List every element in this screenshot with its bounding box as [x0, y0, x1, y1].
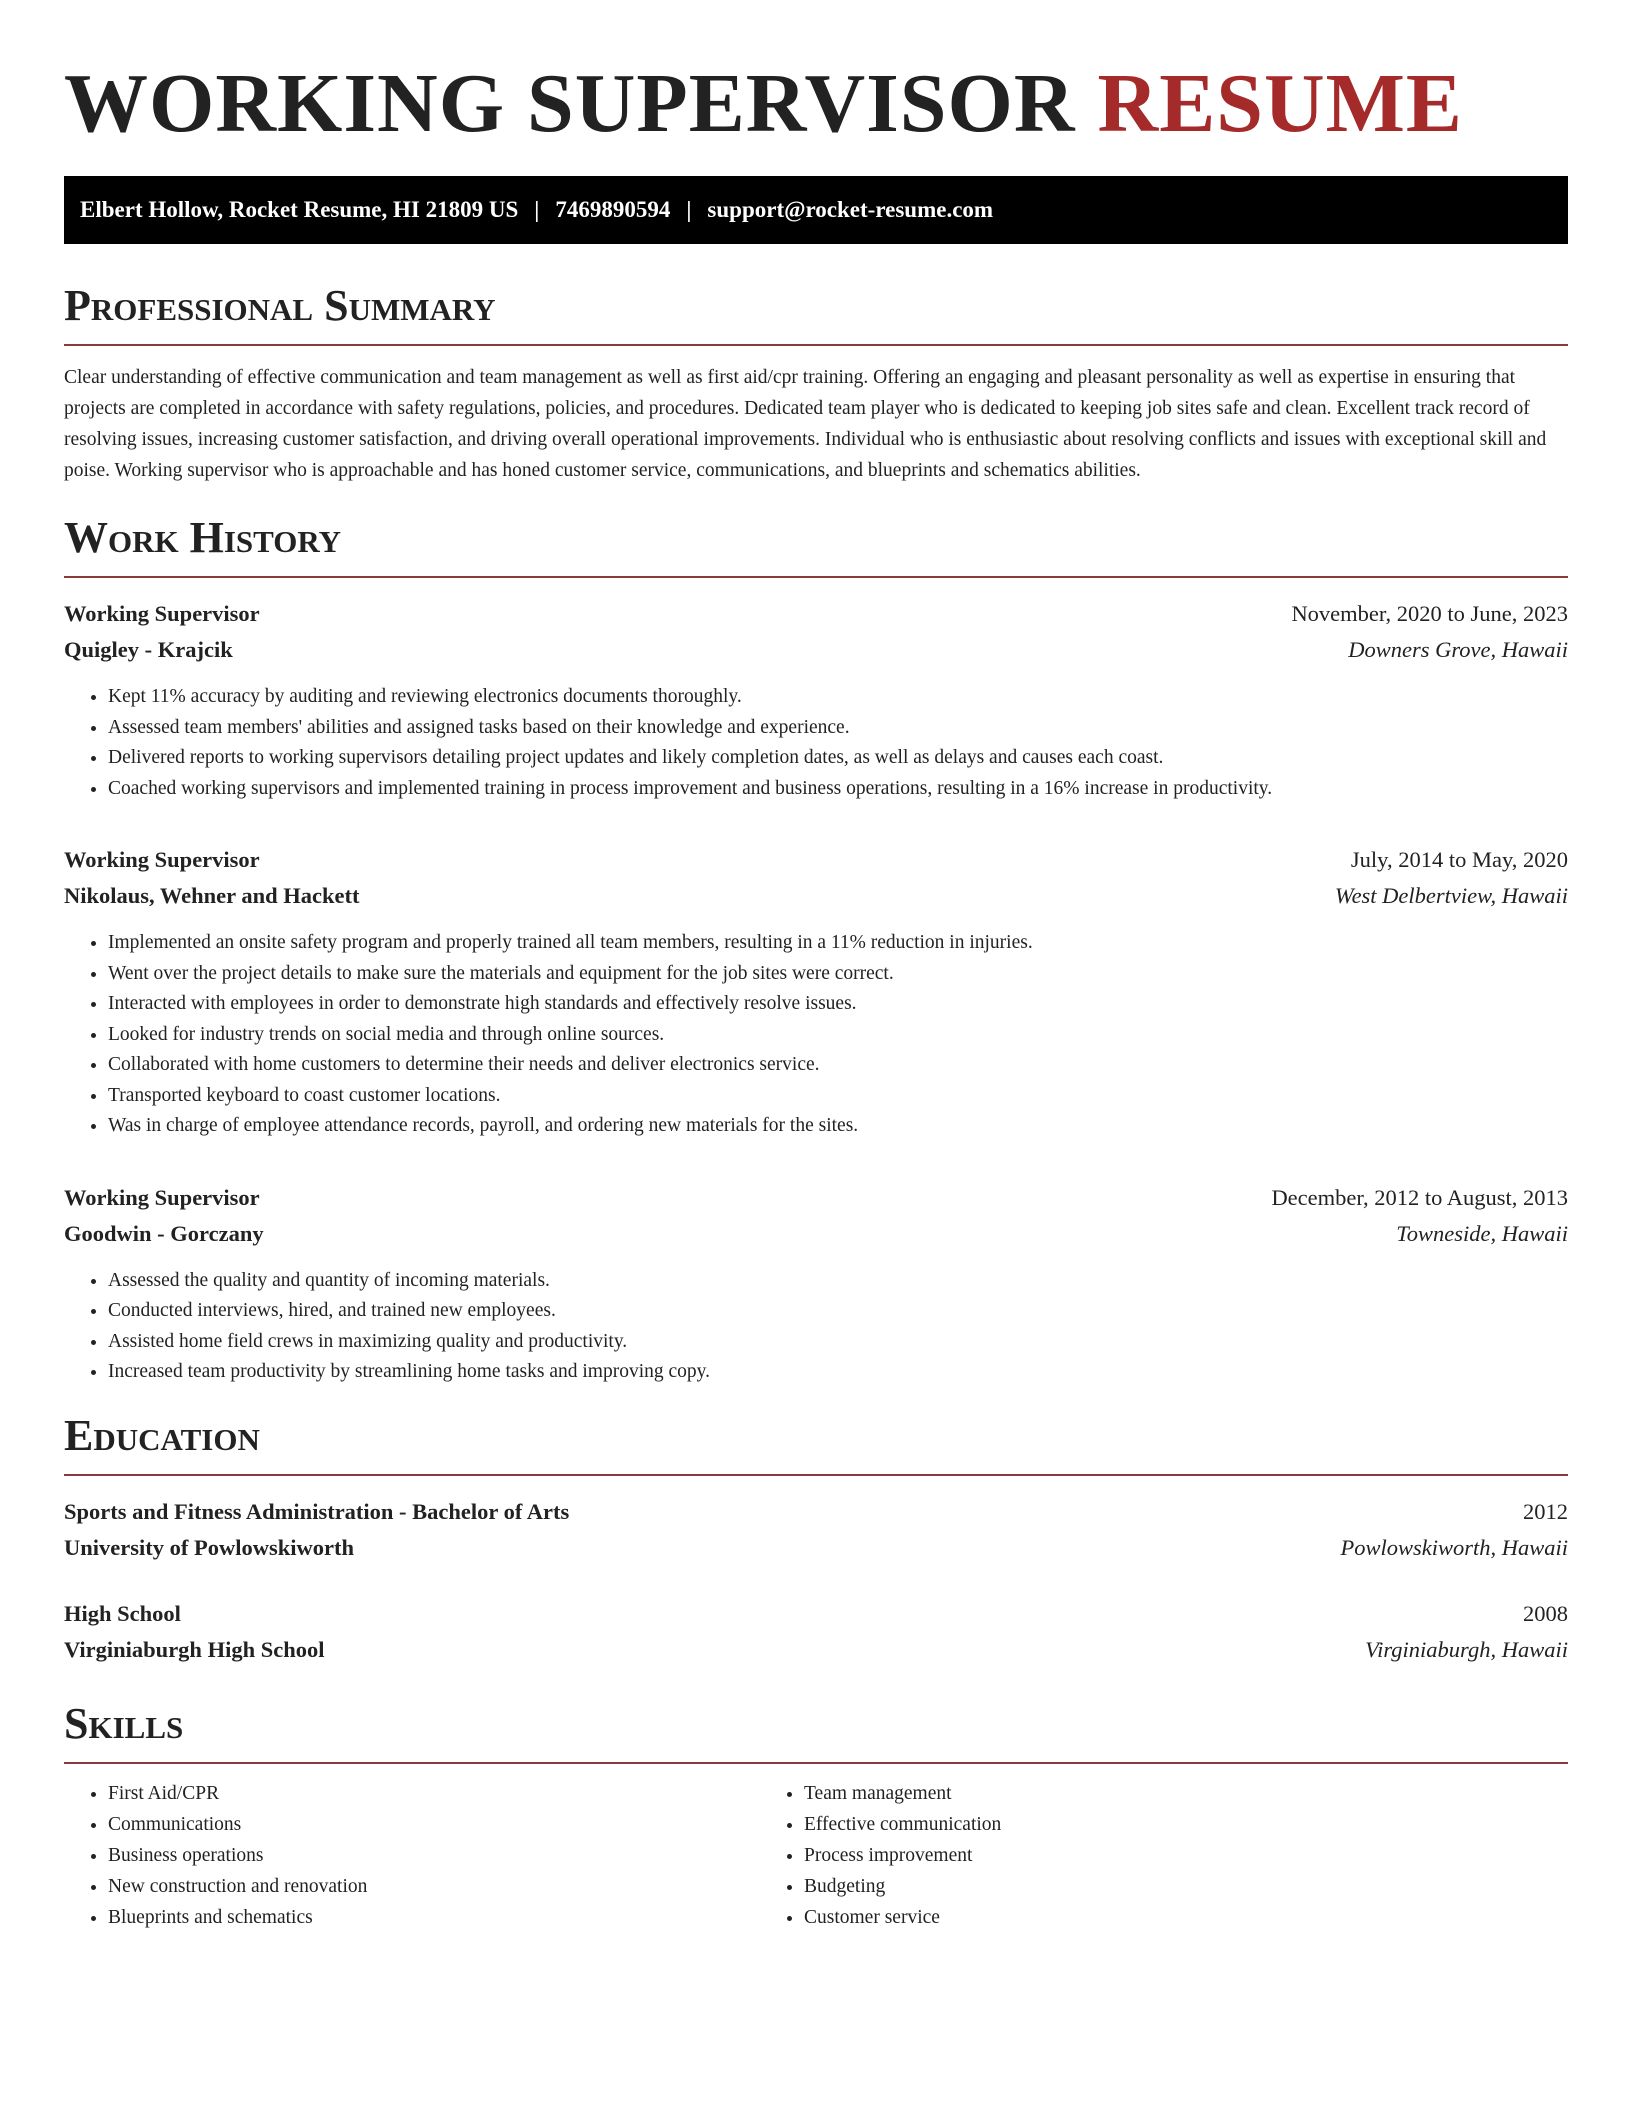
title-accent: RESUME: [1097, 57, 1463, 150]
skill-item: • Process improvement: [804, 1840, 1456, 1871]
education-school-row: [64, 1632, 1568, 1668]
contact-bar: [64, 176, 1568, 244]
job-location: West Delbertview, Hawaii: [1334, 883, 1568, 908]
job-bullet: • Assisted home field crews in maximizing quality and productivity.: [108, 1327, 1568, 1358]
education-degree: Sports and Fitness Administration - Bachelor of Arts: [64, 1498, 570, 1524]
education-year: 2012: [1523, 1498, 1568, 1524]
skills-column-right: [760, 1778, 1456, 1933]
education-header-row: [64, 1494, 1568, 1530]
job-bullet: • Implemented an onsite safety program and properly trained all team members, resulting in a 11% reduction in injuries.: [108, 928, 1568, 959]
education-entry: [64, 1596, 1568, 1668]
education-school: Virginiaburgh High School: [64, 1636, 325, 1662]
section-divider: [64, 576, 1568, 578]
work-history-section: [64, 510, 1568, 1388]
skill-item: • Effective communication: [804, 1809, 1456, 1840]
education-degree: High School: [64, 1600, 181, 1626]
skills-grid: [64, 1778, 1568, 1933]
job-bullet: • Assessed team members' abilities and assigned tasks based on their knowledge and experience.: [108, 713, 1568, 744]
job-bullet: • Kept 11% accuracy by auditing and reviewing electronics documents thoroughly.: [108, 682, 1568, 713]
contact-email: support@rocket-resume.com: [707, 197, 994, 222]
skills-column-left: [64, 1778, 760, 1933]
contact-separator: |: [686, 197, 692, 222]
section-divider: [64, 1474, 1568, 1476]
skill-item: • Customer service: [804, 1902, 1456, 1933]
job-entry: [64, 596, 1568, 804]
skill-item: • Communications: [108, 1809, 760, 1840]
skill-item: • Budgeting: [804, 1871, 1456, 1902]
contact-separator: |: [534, 197, 540, 222]
job-bullet: • Delivered reports to working supervisors detailing project updates and likely completion dates, as well as delays and causes each coast.: [108, 743, 1568, 774]
section-heading-summary: Professional Summary: [64, 281, 496, 330]
summary-text: Clear understanding of effective communication and team management as well as first aid/cpr training. Offering an engaging and pleasant personality as well as expertise in ensuring that projects are completed in accordance with safety regulations, policies, and procedures. Dedicated team player who is dedicated to keeping job sites safe and clean. Excellent track record of resolving issues, increasing customer satisfaction, and driving overall operational improvements. Individual who is enthusiastic about resolving conflicts and issues with exceptional skill and poise. Working supervisor who is approachable and has honed customer service, communications, and blueprints and schematics abilities.: [64, 367, 1547, 481]
job-bullets: [64, 1266, 1568, 1388]
job-title: Working Supervisor: [64, 847, 260, 872]
job-company: Goodwin - Gorczany: [64, 1220, 264, 1246]
job-bullets: [64, 682, 1568, 804]
jobs-list: [64, 596, 1568, 1388]
education-list: [64, 1494, 1568, 1668]
job-bullet: • Increased team productivity by streamlining home tasks and improving copy.: [108, 1357, 1568, 1388]
job-dates: November, 2020 to June, 2023: [1291, 601, 1568, 626]
job-title: Working Supervisor: [64, 601, 260, 626]
job-bullet: • Was in charge of employee attendance records, payroll, and ordering new materials for the sites.: [108, 1111, 1568, 1142]
job-bullet: • Collaborated with home customers to determine their needs and deliver electronics service.: [108, 1050, 1568, 1081]
job-dates: July, 2014 to May, 2020: [1350, 847, 1568, 872]
education-header-row: [64, 1596, 1568, 1632]
job-header-row: [64, 842, 1568, 878]
section-divider: [64, 1762, 1568, 1764]
education-school-row: [64, 1530, 1568, 1566]
section-divider: [64, 344, 1568, 346]
job-header-row: [64, 1180, 1568, 1216]
job-bullet: • Interacted with employees in order to demonstrate high standards and effectively resolve issues.: [108, 989, 1568, 1020]
job-location: Downers Grove, Hawaii: [1348, 637, 1568, 662]
job-entry: [64, 1180, 1568, 1388]
education-entry: [64, 1494, 1568, 1566]
section-heading-work-history: Work History: [64, 513, 342, 562]
job-bullet: • Coached working supervisors and implemented training in process improvement and business operations, resulting in a 16% increase in productivity.: [108, 774, 1568, 805]
education-school: University of Powlowskiworth: [64, 1534, 354, 1560]
job-company-row: [64, 1216, 1568, 1252]
education-year: 2008: [1523, 1600, 1568, 1626]
job-bullet: • Transported keyboard to coast customer locations.: [108, 1081, 1568, 1112]
contact-address: Elbert Hollow, Rocket Resume, HI 21809 US: [80, 197, 519, 222]
job-entry: [64, 842, 1568, 1142]
job-bullet: • Conducted interviews, hired, and trained new employees.: [108, 1296, 1568, 1327]
skill-item: • Blueprints and schematics: [108, 1902, 760, 1933]
resume-title: [64, 0, 1568, 176]
job-bullet: • Assessed the quality and quantity of incoming materials.: [108, 1266, 1568, 1297]
job-company-row: [64, 878, 1568, 914]
job-dates: December, 2012 to August, 2013: [1271, 1184, 1568, 1210]
job-bullet: • Looked for industry trends on social media and through online sources.: [108, 1020, 1568, 1051]
skill-item: • New construction and renovation: [108, 1871, 760, 1902]
job-location: Towneside, Hawaii: [1396, 1220, 1568, 1246]
job-bullet: • Went over the project details to make sure the materials and equipment for the job sites were correct.: [108, 959, 1568, 990]
section-heading-skills: Skills: [64, 1698, 184, 1748]
contact-phone: 7469890594: [555, 197, 671, 222]
job-bullets: [64, 928, 1568, 1142]
title-main: WORKING SUPERVISOR: [64, 57, 1076, 150]
education-section: [64, 1408, 1568, 1668]
education-location: Powlowskiworth, Hawaii: [1340, 1534, 1568, 1560]
section-heading-education: Education: [64, 1410, 260, 1460]
skill-item: • Team management: [804, 1778, 1456, 1809]
skills-section: [64, 1696, 1568, 1933]
skill-item: • Business operations: [108, 1840, 760, 1871]
job-header-row: [64, 596, 1568, 632]
skill-item: • First Aid/CPR: [108, 1778, 760, 1809]
summary-section: [64, 278, 1568, 486]
job-title: Working Supervisor: [64, 1184, 260, 1210]
education-location: Virginiaburgh, Hawaii: [1365, 1636, 1568, 1662]
job-company: Quigley - Krajcik: [64, 637, 233, 662]
job-company: Nikolaus, Wehner and Hackett: [64, 883, 360, 908]
job-company-row: [64, 632, 1568, 668]
